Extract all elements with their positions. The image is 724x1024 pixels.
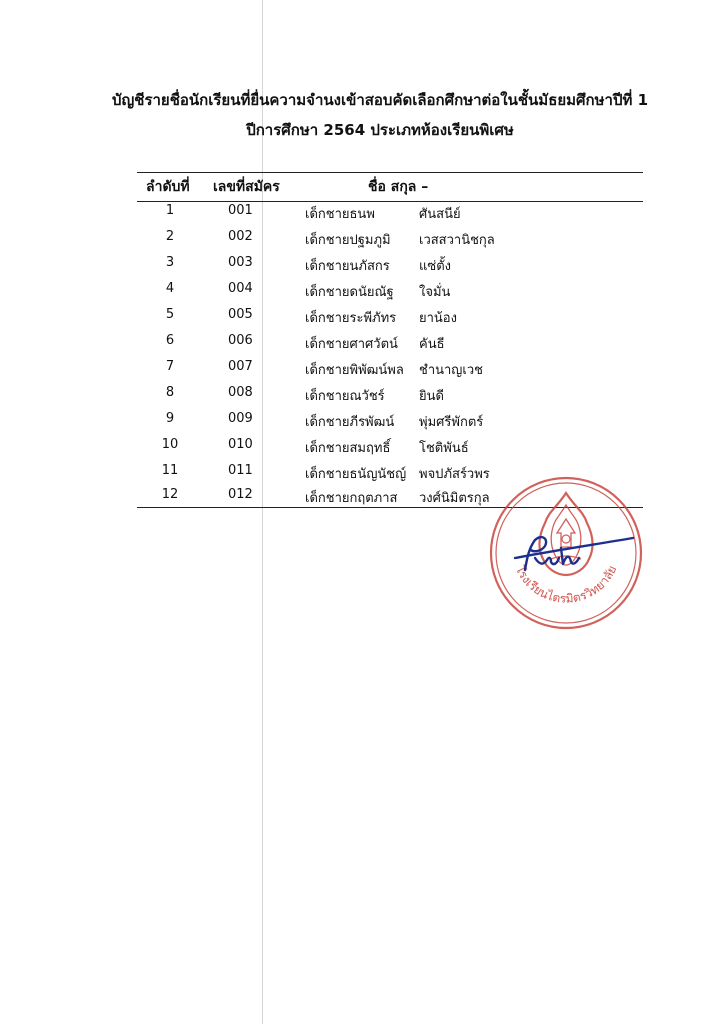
- document-subtitle: ปีการศึกษา 2564 ประเภทห้องเรียนพิเศษ: [246, 121, 514, 139]
- cell-seq: 11: [161, 463, 179, 478]
- cell-seq: 4: [165, 281, 175, 296]
- cell-last-name: พุ่มศรีพักตร์: [419, 415, 484, 430]
- cell-last-name: ใจมั่น: [419, 285, 451, 300]
- cell-app-no: 007: [228, 359, 253, 374]
- cell-first-name: เด็กชายกฤตภาส: [305, 491, 398, 506]
- document-title: บัญชีรายชื่อนักเรียนที่ยื่นความจำนงเข้าสอบคัดเลือกศึกษาต่อในชั้นมัธยมศึกษาปีที่ 1: [111, 91, 649, 109]
- cell-app-no: 001: [228, 203, 253, 218]
- cell-app-no: 008: [228, 385, 253, 400]
- cell-last-name: ศันสนีย์: [419, 207, 461, 222]
- cell-app-no: 010: [228, 437, 253, 452]
- cell-seq: 8: [165, 385, 175, 400]
- cell-first-name: เด็กชายปฐมภูมิ: [305, 233, 391, 248]
- table-row: [0, 359, 724, 385]
- cell-seq: 2: [165, 229, 175, 244]
- cell-first-name: เด็กชายณวัชร์: [305, 389, 385, 404]
- header-seq: ลำดับที่: [146, 179, 190, 195]
- table-row: [0, 411, 724, 437]
- cell-seq: 5: [165, 307, 175, 322]
- cell-first-name: เด็กชายระพีภัทร: [305, 311, 397, 326]
- table-row: [0, 307, 724, 333]
- cell-first-name: เด็กชายพิพัฒน์พล: [305, 363, 404, 378]
- handwritten-signature: [505, 528, 640, 578]
- cell-seq: 6: [165, 333, 175, 348]
- cell-app-no: 012: [228, 487, 253, 502]
- cell-app-no: 011: [228, 463, 253, 478]
- table-row: [0, 385, 724, 411]
- cell-last-name: คันธี: [419, 337, 445, 352]
- table-row: [0, 333, 724, 359]
- table-row: [0, 203, 724, 229]
- cell-app-no: 005: [228, 307, 253, 322]
- cell-seq: 9: [165, 411, 175, 426]
- cell-app-no: 004: [228, 281, 253, 296]
- cell-app-no: 002: [228, 229, 253, 244]
- cell-first-name: เด็กชายธนัญนัชญ์: [305, 467, 407, 482]
- table-top-rule: [137, 172, 643, 173]
- header-application-number: เลขที่สมัคร: [213, 179, 280, 195]
- cell-last-name: ชำนาญเวช: [419, 363, 483, 378]
- cell-app-no: 006: [228, 333, 253, 348]
- cell-last-name: เวสสวานิชกุล: [419, 233, 495, 248]
- cell-seq: 3: [165, 255, 175, 270]
- table-header-rule: [137, 201, 643, 202]
- cell-first-name: เด็กชายดนัยณัฐ: [305, 285, 394, 300]
- cell-first-name: เด็กชายศาศวัตน์: [305, 337, 398, 352]
- cell-seq: 1: [165, 203, 175, 218]
- cell-seq: 12: [161, 487, 179, 502]
- cell-last-name: ยาน้อง: [419, 311, 457, 326]
- cell-last-name: วงศ์นิมิตรกุล: [419, 491, 490, 506]
- cell-first-name: เด็กชายสมฤทธิ์: [305, 441, 391, 456]
- cell-first-name: เด็กชายภีรพัฒน์: [305, 415, 395, 430]
- table-row: [0, 229, 724, 255]
- table-row: [0, 255, 724, 281]
- cell-seq: 10: [161, 437, 179, 452]
- cell-last-name: ยินดี: [419, 389, 444, 404]
- cell-app-no: 009: [228, 411, 253, 426]
- cell-seq: 7: [165, 359, 175, 374]
- table-row: [0, 281, 724, 307]
- cell-last-name: แซ่ตั้ง: [419, 259, 451, 274]
- table-row: [0, 437, 724, 463]
- seal-text: โรงเรียนไตรมิตรวิทยาลัย: [512, 563, 620, 606]
- cell-app-no: 003: [228, 255, 253, 270]
- cell-last-name: โชติพันธ์: [419, 441, 469, 456]
- header-name: ชื่อ สกุล –: [368, 179, 429, 195]
- cell-first-name: เด็กชายนภัสกร: [305, 259, 390, 274]
- cell-first-name: เด็กชายธนพ: [305, 207, 375, 222]
- cell-last-name: พจปภัสร์วพร: [419, 467, 490, 482]
